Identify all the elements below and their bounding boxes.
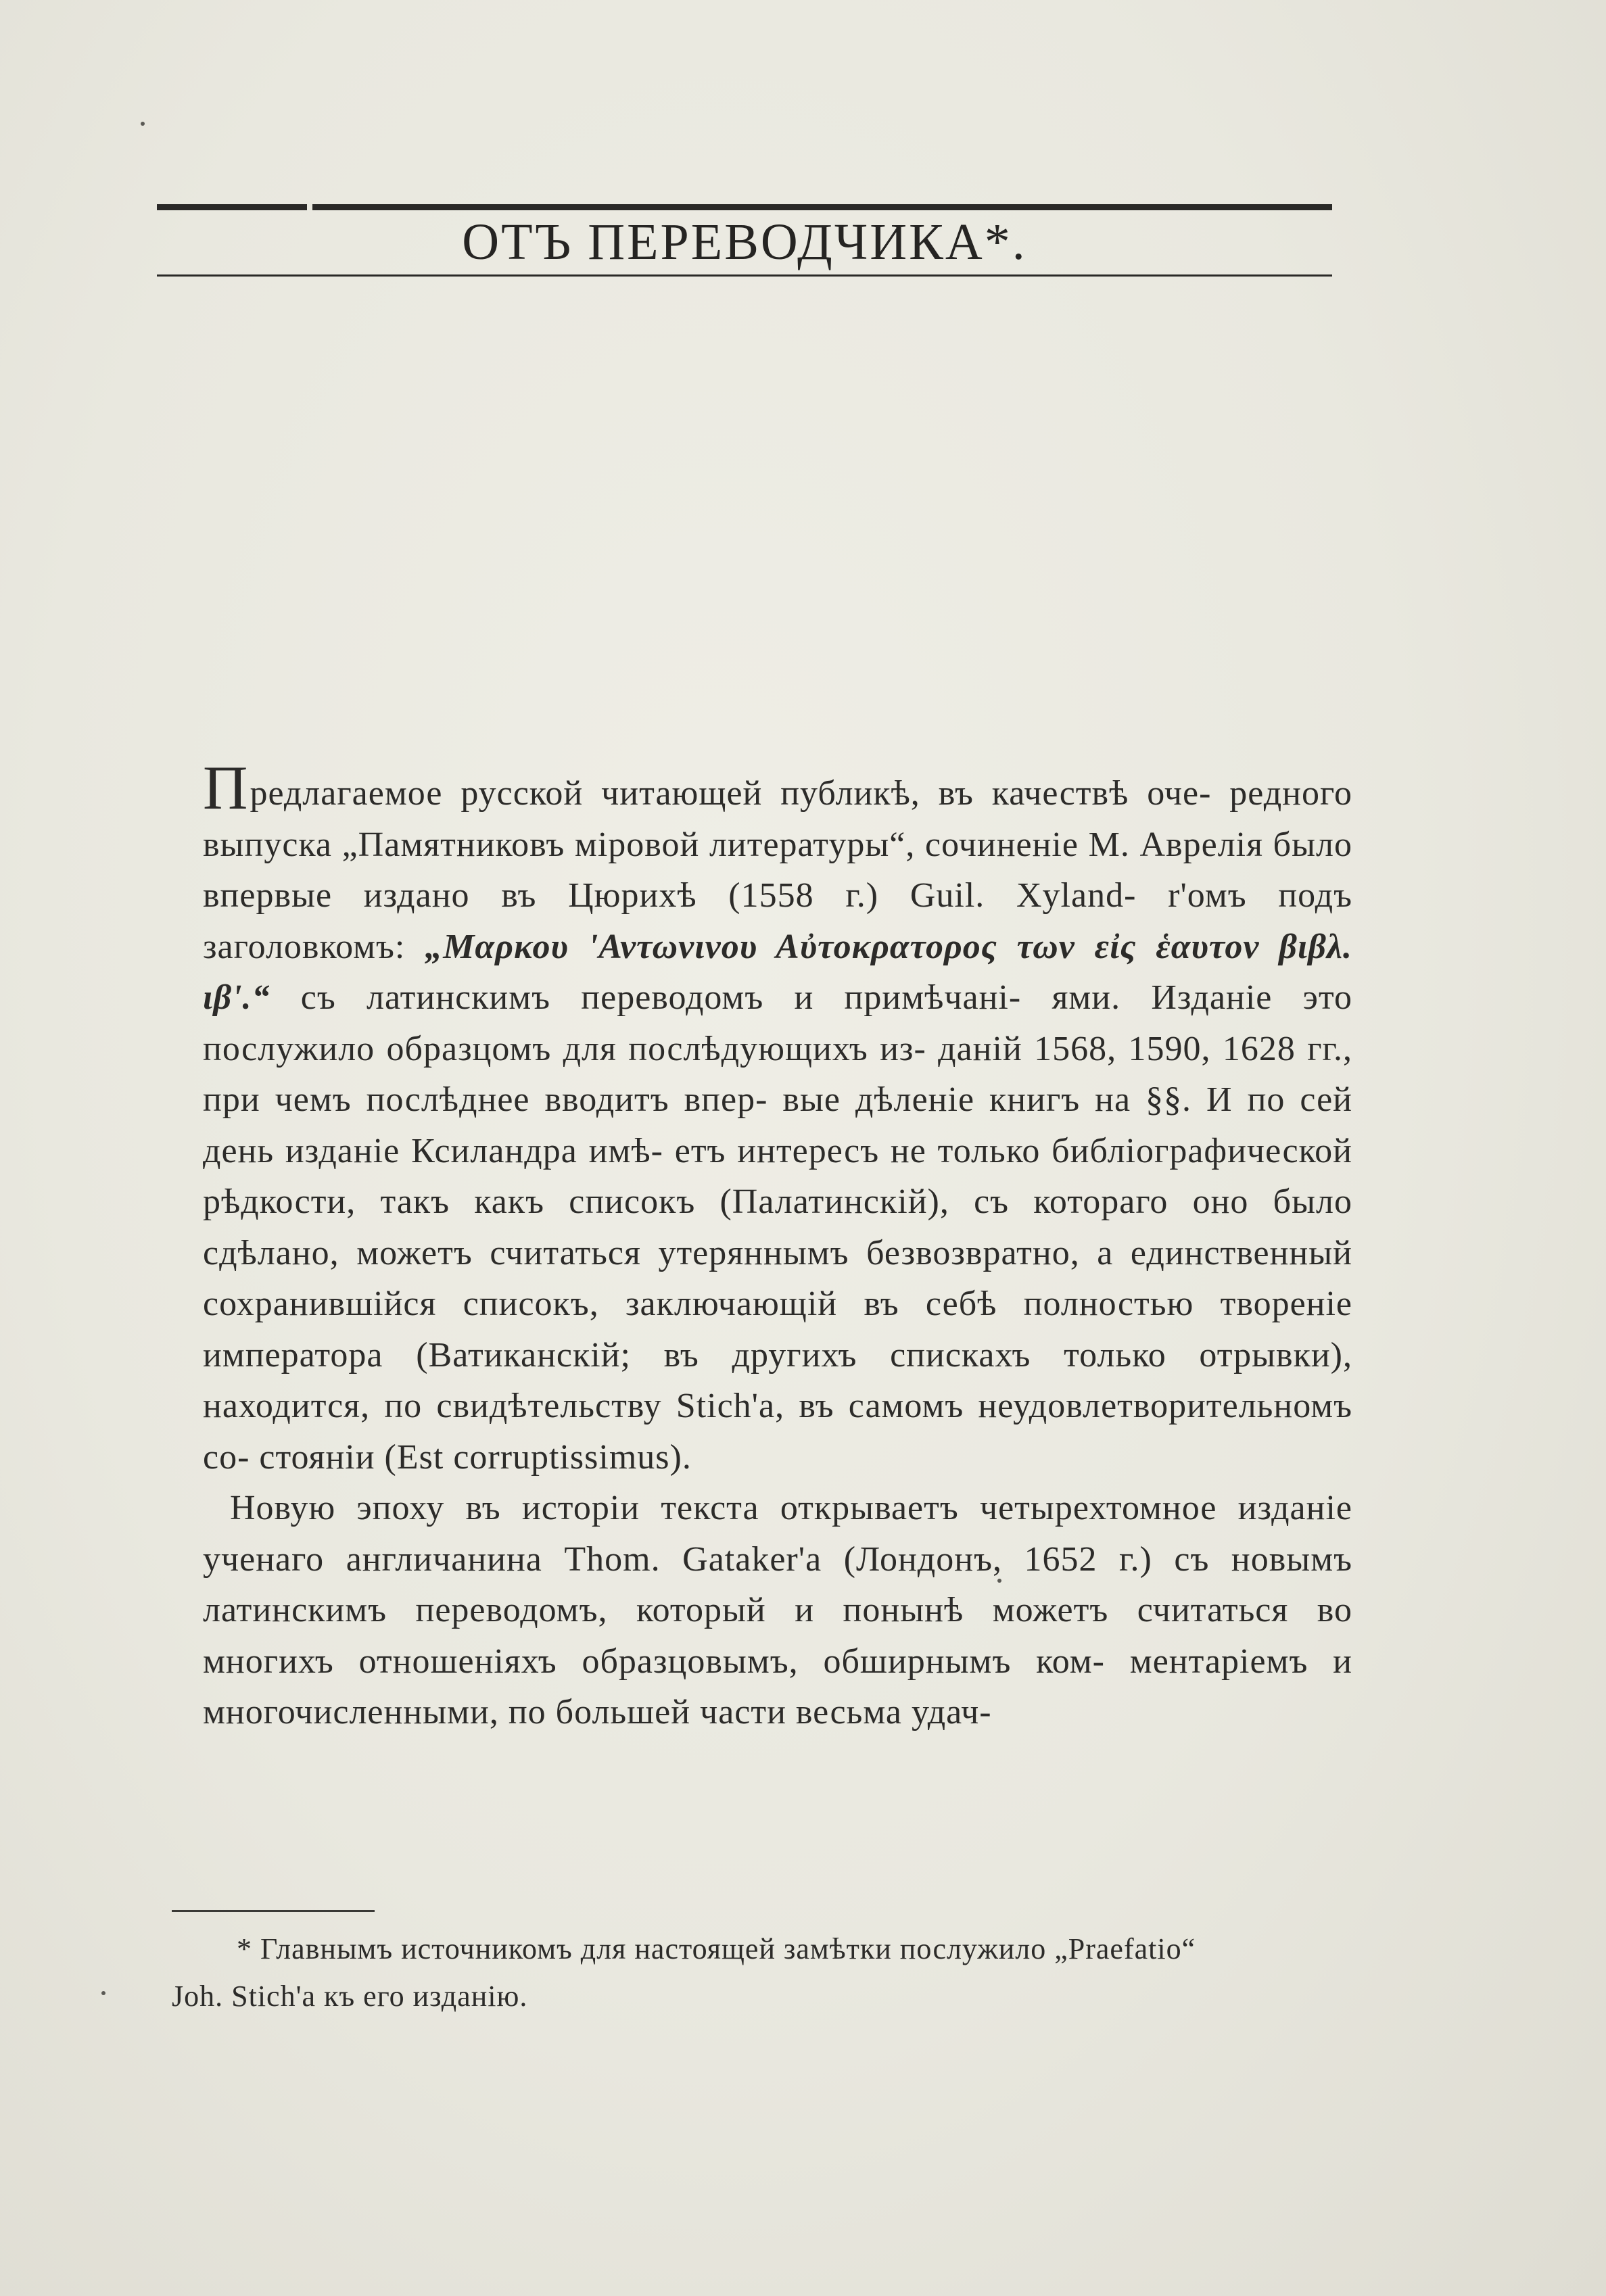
p1-line-6: съ латинскимъ переводомъ и примѣчані- <box>300 978 1022 1017</box>
p1-line-13: списокъ, заключающій въ себѣ полностью твореніе императора <box>203 1285 1352 1374</box>
p2-line-5: ментаріемъ и многочисленными, по большей части весьма удач- <box>203 1642 1352 1731</box>
paper-speck <box>101 1991 105 1995</box>
header-rule-top <box>157 204 1332 210</box>
p1-line-16: стояніи (Est corruptissimus). <box>259 1437 692 1477</box>
p1-line-15: по свидѣтельству Stich'a, въ самомъ неудовлетворительномъ со- <box>203 1387 1353 1477</box>
footnote-rule <box>172 1910 375 1912</box>
body-text <box>203 753 1353 1738</box>
p1-line-14: (Ватиканскій; въ другихъ спискахъ только отрывки), находится, <box>203 1335 1353 1425</box>
p2-line-4: считаться во многихъ отношеніяхъ образцовымъ, обширнымъ ком- <box>203 1591 1352 1681</box>
paper-speck <box>141 122 145 126</box>
drop-cap: П <box>203 753 249 822</box>
p1-line-10: етъ интересъ не только библіографической рѣдкости, такъ какъ <box>203 1131 1352 1221</box>
p1-line-2: редного выпуска „Памятниковъ міровой литературы“, сочиненіе <box>203 774 1353 864</box>
greek-title: „Μαρκου 'Αντωνινου Αὐτοκρατορος των εἰς ἑαυτον βιβλ. ιβ'.“ <box>203 927 1353 1017</box>
p1-line-8: даній 1568, 1590, 1628 гг., при чемъ послѣднее вводитъ впер- <box>203 1029 1352 1119</box>
paragraph-2 <box>203 1483 1352 1738</box>
footnote-line-2: Joh. Stich'a къ его изданію. <box>172 1980 528 2013</box>
paper-speck <box>997 1579 1001 1583</box>
p1-line-11: списокъ (Палатинскій), съ котораго оно было сдѣлано, можетъ <box>203 1182 1353 1272</box>
p2-line-3: съ новымъ латинскимъ переводомъ, который и понынѣ можетъ <box>203 1539 1353 1629</box>
p1-line-7: ями. Изданіе это послужило образцомъ для послѣдующихъ из- <box>203 978 1352 1068</box>
header-rule-bottom <box>157 274 1332 277</box>
p1-line-9: вые дѣленіе книгъ на §§. И по сей день изданіе Ксиландра имѣ- <box>203 1080 1353 1170</box>
footnote-line-1: * Главнымъ источникомъ для настоящей замѣтки послужило „Praefatio“ <box>237 1932 1196 1965</box>
p1-line-3: М. Аврелія было впервые издано въ Цюрихѣ (1558 г.) Guil. Xyland- <box>203 825 1352 915</box>
p1-line-4: r'омъ подъ заголовкомъ: <box>203 876 1353 966</box>
paragraph-1 <box>203 753 1353 1483</box>
p2-line-1: Новую эпоху въ исторіи текста открываетъ четырехтомное <box>230 1489 1217 1527</box>
page-title: ОТЪ ПЕРЕВОДЧИКА*. <box>462 214 1027 270</box>
p1-line-1: редлагаемое русской читающей публикѣ, въ качествѣ оче- <box>250 774 1212 813</box>
p2-line-2: изданіе ученаго англичанина Thom. Gataker'a (Лондонъ, 1652 г.) <box>203 1489 1352 1579</box>
footnote <box>172 1926 1355 2020</box>
p1-line-12: считаться утеряннымъ безвозвратно, а единственный сохранившійся <box>203 1233 1352 1323</box>
